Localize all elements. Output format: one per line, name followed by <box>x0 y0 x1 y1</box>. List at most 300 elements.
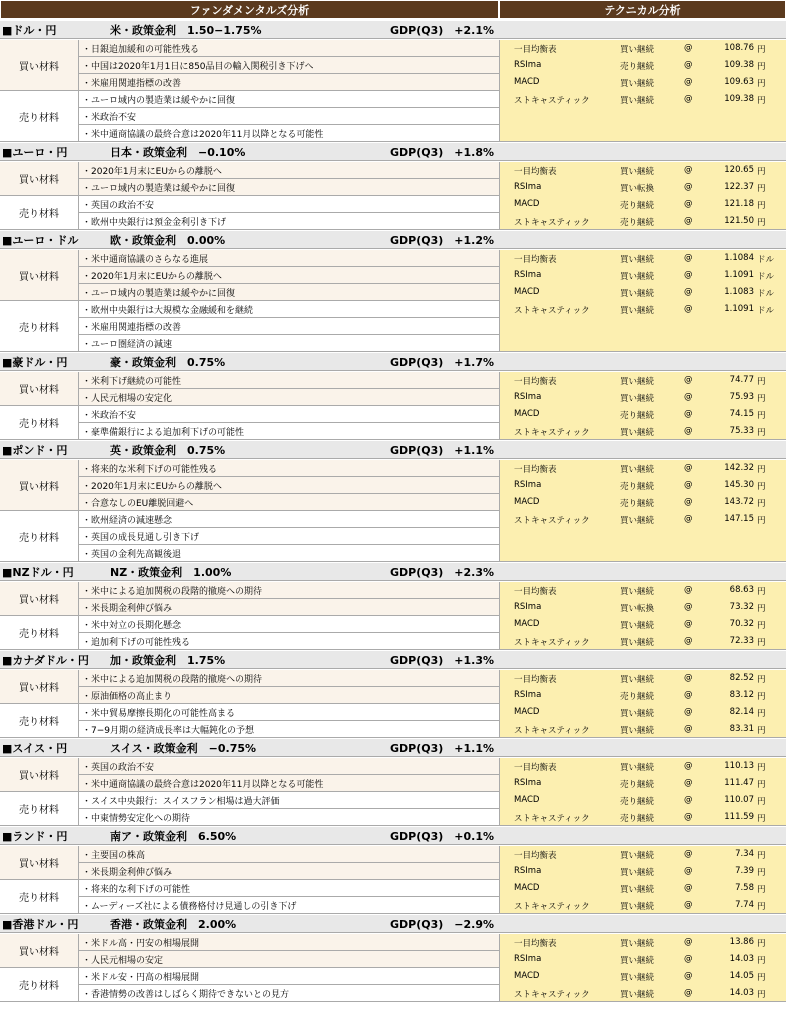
gdp-value: GDP(Q3) +1.1% <box>390 443 495 457</box>
indicator-name: RSIma <box>514 602 542 612</box>
unit: 円 <box>757 780 766 790</box>
at-sign: @ <box>684 690 693 700</box>
sell-item: ・米政治不安 <box>79 406 499 423</box>
buy-label: 買い材料 <box>0 582 79 616</box>
sell-item: ・欧州中央銀行は預金金利引き下げ <box>79 213 499 230</box>
technical-row <box>500 863 786 880</box>
indicator-name: MACD <box>514 795 540 805</box>
signal: 売り継続 <box>620 692 655 702</box>
sell-label: 売り材料 <box>0 704 79 738</box>
technical-row <box>500 423 786 440</box>
signal: 売り継続 <box>620 499 655 509</box>
at-sign: @ <box>684 849 693 859</box>
indicator-name: RSIma <box>514 480 542 490</box>
pair-name: ■カナダドル・円 <box>2 653 89 667</box>
signal: 買い継続 <box>620 377 655 387</box>
signal: 買い継続 <box>620 306 655 316</box>
technical-row <box>500 582 786 599</box>
buy-materials <box>0 460 499 511</box>
buy-item: ・2020年1月末にEUからの離脱へ <box>79 477 499 494</box>
signal: 買い継続 <box>620 885 655 895</box>
buy-label: 買い材料 <box>0 40 79 91</box>
policy-rate: 香港・政策金利 2.00% <box>110 917 237 931</box>
unit: 円 <box>757 465 766 475</box>
signal: 買い継続 <box>620 990 655 1000</box>
technical-row <box>500 758 786 775</box>
unit: 円 <box>757 45 766 55</box>
buy-item: ・米利下げ継続の可能性 <box>79 372 499 389</box>
pair-name: ■豪ドル・円 <box>2 355 68 369</box>
signal: 買い継続 <box>620 709 655 719</box>
buy-item: ・人民元相場の安定化 <box>79 389 499 406</box>
at-sign: @ <box>684 253 693 263</box>
signal: 買い継続 <box>620 465 655 475</box>
price: 72.33 <box>729 636 754 646</box>
buy-item: ・ユーロ域内の製造業は緩やかに回復 <box>79 284 499 301</box>
unit: 円 <box>757 675 766 685</box>
unit: 円 <box>757 814 766 824</box>
pair-name: ■スイス・円 <box>2 741 68 755</box>
signal: 買い継続 <box>620 621 655 631</box>
technical-row <box>500 460 786 477</box>
at-sign: @ <box>684 900 693 910</box>
indicator-name: MACD <box>514 707 540 717</box>
pair-title-row <box>0 650 786 669</box>
unit: 円 <box>757 956 766 966</box>
pair-name: ■NZドル・円 <box>2 565 74 579</box>
technical-row <box>500 406 786 423</box>
unit: ドル <box>757 306 775 316</box>
technical-row <box>500 775 786 792</box>
sell-item: ・米政治不安 <box>79 108 499 125</box>
buy-materials <box>0 670 499 704</box>
at-sign: @ <box>684 77 693 87</box>
technical-row <box>500 494 786 511</box>
unit: 円 <box>757 587 766 597</box>
sell-label: 売り材料 <box>0 406 79 440</box>
unit: 円 <box>757 428 766 438</box>
technical-row <box>500 897 786 914</box>
buy-materials <box>0 934 499 968</box>
price: 14.03 <box>729 954 754 964</box>
signal: 買い継続 <box>620 868 655 878</box>
signal: 売り継続 <box>620 62 655 72</box>
unit: 円 <box>757 79 766 89</box>
pair-title-row <box>0 20 786 39</box>
buy-materials <box>0 846 499 880</box>
sell-item: ・英国の金利先高観後退 <box>79 545 499 562</box>
gdp-value: GDP(Q3) +1.7% <box>390 355 495 369</box>
pair-name: ■ユーロ・ドル <box>2 233 79 247</box>
indicator-name: ストキャスティック <box>514 428 590 438</box>
indicator-name: RSIma <box>514 866 542 876</box>
signal: 買い継続 <box>620 587 655 597</box>
buy-item: ・英国の政治不安 <box>79 758 499 775</box>
signal: 買い継続 <box>620 96 655 106</box>
technical-row <box>500 196 786 213</box>
unit: 円 <box>757 411 766 421</box>
price: 14.05 <box>729 971 754 981</box>
price: 145.30 <box>724 480 754 490</box>
buy-label: 買い材料 <box>0 846 79 880</box>
pair-name: ■ポンド・円 <box>2 443 68 457</box>
sell-item: ・ユーロ域内の製造業は緩やかに回復 <box>79 91 499 108</box>
pair-name: ■香港ドル・円 <box>2 917 79 931</box>
buy-item: ・日銀追加緩和の可能性残る <box>79 40 499 57</box>
unit: 円 <box>757 709 766 719</box>
sell-label: 売り材料 <box>0 196 79 230</box>
at-sign: @ <box>684 619 693 629</box>
unit: 円 <box>757 482 766 492</box>
at-sign: @ <box>684 426 693 436</box>
buy-materials <box>0 40 499 91</box>
price: 1.1084 <box>724 253 754 263</box>
price: 14.03 <box>729 988 754 998</box>
indicator-name: RSIma <box>514 954 542 964</box>
price: 83.31 <box>729 724 754 734</box>
unit: 円 <box>757 516 766 526</box>
indicator-name: ストキャスティック <box>514 218 590 228</box>
technical-panel <box>499 372 786 440</box>
sell-materials <box>0 511 499 562</box>
pair-title-row <box>0 230 786 249</box>
price: 7.39 <box>735 866 754 876</box>
indicator-name: MACD <box>514 287 540 297</box>
signal: 買い継続 <box>620 167 655 177</box>
signal: 買い継続 <box>620 675 655 685</box>
price: 110.07 <box>724 795 754 805</box>
fundamental-header: ファンダメンタルズ分析 <box>0 0 499 19</box>
policy-rate: 豪・政策金利 0.75% <box>110 355 226 369</box>
technical-row <box>500 670 786 687</box>
sell-label: 売り材料 <box>0 511 79 562</box>
price: 7.34 <box>735 849 754 859</box>
unit: 円 <box>757 885 766 895</box>
sell-materials <box>0 91 499 142</box>
at-sign: @ <box>684 778 693 788</box>
at-sign: @ <box>684 375 693 385</box>
buy-item: ・米長期金利伸び悩み <box>79 863 499 880</box>
at-sign: @ <box>684 585 693 595</box>
technical-row <box>500 91 786 108</box>
policy-rate: 英・政策金利 0.75% <box>110 443 226 457</box>
technical-row <box>500 633 786 650</box>
sell-item: ・スイス中央銀行：スイスフラン相場は過大評価 <box>79 792 499 809</box>
technical-panel <box>499 460 786 562</box>
buy-label: 買い材料 <box>0 162 79 196</box>
signal: 買い継続 <box>620 428 655 438</box>
buy-item: ・米ドル高・円安の相場展開 <box>79 934 499 951</box>
buy-item: ・原油価格の高止まり <box>79 687 499 704</box>
technical-row <box>500 968 786 985</box>
pair-name: ■ランド・円 <box>2 829 68 843</box>
indicator-name: MACD <box>514 971 540 981</box>
gdp-value: GDP(Q3) +1.3% <box>390 653 495 667</box>
unit: 円 <box>757 621 766 631</box>
technical-row <box>500 599 786 616</box>
sell-materials <box>0 880 499 914</box>
price: 13.86 <box>729 937 754 947</box>
sell-item: ・米中対立の長期化懸念 <box>79 616 499 633</box>
price: 73.32 <box>729 602 754 612</box>
technical-row <box>500 721 786 738</box>
buy-item: ・2020年1月末にEUからの離脱へ <box>79 267 499 284</box>
sell-label: 売り材料 <box>0 968 79 1002</box>
unit: 円 <box>757 797 766 807</box>
technical-panel <box>499 40 786 142</box>
indicator-name: RSIma <box>514 690 542 700</box>
unit: 円 <box>757 868 766 878</box>
buy-item: ・米中による追加関税の段階的撤廃への期待 <box>79 582 499 599</box>
buy-item: ・合意なしのEU離脱回避へ <box>79 494 499 511</box>
signal: 買い継続 <box>620 289 655 299</box>
sell-item: ・欧州経済の減速懸念 <box>79 511 499 528</box>
gdp-value: GDP(Q3) −2.9% <box>390 917 495 931</box>
sell-item: ・英国の政治不安 <box>79 196 499 213</box>
technical-row <box>500 951 786 968</box>
at-sign: @ <box>684 812 693 822</box>
technical-panel <box>499 846 786 914</box>
indicator-name: 一目均衡表 <box>514 851 557 861</box>
signal: 買い継続 <box>620 939 655 949</box>
indicator-name: MACD <box>514 409 540 419</box>
unit: 円 <box>757 692 766 702</box>
sell-item: ・英国の成長見通し引き下げ <box>79 528 499 545</box>
unit: 円 <box>757 902 766 912</box>
signal: 買い継続 <box>620 726 655 736</box>
unit: 円 <box>757 218 766 228</box>
sell-item: ・ユーロ圏経済の減速 <box>79 335 499 352</box>
sell-materials <box>0 406 499 440</box>
price: 142.32 <box>724 463 754 473</box>
sell-label: 売り材料 <box>0 880 79 914</box>
sell-materials <box>0 968 499 1002</box>
buy-item: ・人民元相場の安定 <box>79 951 499 968</box>
indicator-name: ストキャスティック <box>514 96 590 106</box>
sell-item: ・中東情勢安定化への期待 <box>79 809 499 826</box>
indicator-name: 一目均衡表 <box>514 939 557 949</box>
technical-row <box>500 162 786 179</box>
signal: 買い継続 <box>620 956 655 966</box>
sell-materials <box>0 792 499 826</box>
signal: 売り継続 <box>620 411 655 421</box>
sell-item: ・7−9月期の経済成長率は大幅鈍化の予想 <box>79 721 499 738</box>
sell-item: ・ムーディーズ社による債務格付け見通しの引き下げ <box>79 897 499 914</box>
at-sign: @ <box>684 971 693 981</box>
technical-header: テクニカル分析 <box>499 0 786 19</box>
signal: 買い継続 <box>620 255 655 265</box>
technical-row <box>500 74 786 91</box>
indicator-name: ストキャスティック <box>514 306 590 316</box>
signal: 買い継続 <box>620 902 655 912</box>
buy-label: 買い材料 <box>0 758 79 792</box>
at-sign: @ <box>684 937 693 947</box>
technical-panel <box>499 582 786 650</box>
sell-item: ・香港情勢の改善はしばらく期待できないとの見方 <box>79 985 499 1002</box>
price: 70.32 <box>729 619 754 629</box>
signal: 売り継続 <box>620 797 655 807</box>
technical-row <box>500 477 786 494</box>
price: 111.59 <box>724 812 754 822</box>
price: 120.65 <box>724 165 754 175</box>
buy-item: ・米雇用関連指標の改善 <box>79 74 499 91</box>
signal: 買い転換 <box>620 604 655 614</box>
buy-materials <box>0 372 499 406</box>
technical-row <box>500 792 786 809</box>
technical-row <box>500 267 786 284</box>
at-sign: @ <box>684 636 693 646</box>
buy-item: ・米長期金利伸び悩み <box>79 599 499 616</box>
indicator-name: 一目均衡表 <box>514 763 557 773</box>
at-sign: @ <box>684 270 693 280</box>
sell-materials <box>0 196 499 230</box>
at-sign: @ <box>684 497 693 507</box>
at-sign: @ <box>684 43 693 53</box>
price: 109.38 <box>724 60 754 70</box>
indicator-name: ストキャスティック <box>514 726 590 736</box>
sell-item: ・米中貿易摩擦長期化の可能性高まる <box>79 704 499 721</box>
unit: 円 <box>757 184 766 194</box>
price: 111.47 <box>724 778 754 788</box>
technical-row <box>500 511 786 528</box>
price: 108.76 <box>724 43 754 53</box>
buy-item: ・米中通商協議のさらなる進展 <box>79 250 499 267</box>
buy-materials <box>0 582 499 616</box>
policy-rate: スイス・政策金利 −0.75% <box>110 741 257 755</box>
gdp-value: GDP(Q3) +1.1% <box>390 741 495 755</box>
indicator-name: ストキャスティック <box>514 638 590 648</box>
price: 121.50 <box>724 216 754 226</box>
unit: 円 <box>757 96 766 106</box>
price: 143.72 <box>724 497 754 507</box>
policy-rate: 米・政策金利 1.50−1.75% <box>110 23 262 37</box>
technical-row <box>500 301 786 318</box>
at-sign: @ <box>684 182 693 192</box>
signal: 売り継続 <box>620 780 655 790</box>
price: 68.63 <box>729 585 754 595</box>
unit: 円 <box>757 939 766 949</box>
technical-panel <box>499 934 786 1002</box>
gdp-value: GDP(Q3) +0.1% <box>390 829 495 843</box>
pair-title-row <box>0 440 786 459</box>
at-sign: @ <box>684 392 693 402</box>
at-sign: @ <box>684 724 693 734</box>
pair-title-row <box>0 738 786 757</box>
at-sign: @ <box>684 602 693 612</box>
indicator-name: MACD <box>514 883 540 893</box>
sell-label: 売り材料 <box>0 301 79 352</box>
price: 121.18 <box>724 199 754 209</box>
buy-item: ・中国は2020年1月1日に850品目の輸入関税引き下げへ <box>79 57 499 74</box>
indicator-name: 一目均衡表 <box>514 45 557 55</box>
sell-item: ・米ドル安・円高の相場展開 <box>79 968 499 985</box>
unit: 円 <box>757 604 766 614</box>
gdp-value: GDP(Q3) +2.1% <box>390 23 495 37</box>
at-sign: @ <box>684 199 693 209</box>
signal: 買い継続 <box>620 45 655 55</box>
price: 82.14 <box>729 707 754 717</box>
indicator-name: ストキャスティック <box>514 902 590 912</box>
sell-materials <box>0 704 499 738</box>
technical-row <box>500 179 786 196</box>
pair-name: ■ドル・円 <box>2 23 57 37</box>
at-sign: @ <box>684 514 693 524</box>
unit: ドル <box>757 289 775 299</box>
at-sign: @ <box>684 673 693 683</box>
at-sign: @ <box>684 988 693 998</box>
unit: 円 <box>757 62 766 72</box>
gdp-value: GDP(Q3) +1.2% <box>390 233 495 247</box>
buy-materials <box>0 250 499 301</box>
pair-title-row <box>0 826 786 845</box>
policy-rate: NZ・政策金利 1.00% <box>110 565 232 579</box>
technical-panel <box>499 670 786 738</box>
at-sign: @ <box>684 94 693 104</box>
pair-title-row <box>0 562 786 581</box>
at-sign: @ <box>684 304 693 314</box>
pair-title-row <box>0 352 786 371</box>
price: 83.12 <box>729 690 754 700</box>
technical-row <box>500 809 786 826</box>
policy-rate: 加・政策金利 1.75% <box>110 653 226 667</box>
at-sign: @ <box>684 866 693 876</box>
technical-panel <box>499 758 786 826</box>
pair-title-row <box>0 914 786 933</box>
at-sign: @ <box>684 883 693 893</box>
unit: 円 <box>757 973 766 983</box>
signal: 買い継続 <box>620 763 655 773</box>
indicator-name: MACD <box>514 199 540 209</box>
indicator-name: 一目均衡表 <box>514 675 557 685</box>
unit: ドル <box>757 272 775 282</box>
signal: 買い継続 <box>620 851 655 861</box>
at-sign: @ <box>684 480 693 490</box>
indicator-name: ストキャスティック <box>514 516 590 526</box>
unit: 円 <box>757 377 766 387</box>
sell-item: ・追加利下げの可能性残る <box>79 633 499 650</box>
signal: 売り継続 <box>620 814 655 824</box>
indicator-name: ストキャスティック <box>514 814 590 824</box>
at-sign: @ <box>684 795 693 805</box>
sell-item: ・米雇用関連指標の改善 <box>79 318 499 335</box>
indicator-name: 一目均衡表 <box>514 465 557 475</box>
indicator-name: 一目均衡表 <box>514 587 557 597</box>
price: 109.63 <box>724 77 754 87</box>
indicator-name: 一目均衡表 <box>514 167 557 177</box>
indicator-name: ストキャスティック <box>514 990 590 1000</box>
at-sign: @ <box>684 165 693 175</box>
policy-rate: 日本・政策金利 −0.10% <box>110 145 246 159</box>
unit: 円 <box>757 638 766 648</box>
buy-item: ・米中による追加関税の段階的撤廃への期待 <box>79 670 499 687</box>
signal: 買い継続 <box>620 973 655 983</box>
buy-item: ・米中通商協議の最終合意は2020年11月以降となる可能性 <box>79 775 499 792</box>
signal: 買い継続 <box>620 272 655 282</box>
technical-row <box>500 704 786 721</box>
price: 1.1091 <box>724 304 754 314</box>
price: 1.1091 <box>724 270 754 280</box>
signal: 買い継続 <box>620 516 655 526</box>
price: 7.58 <box>735 883 754 893</box>
sell-label: 売り材料 <box>0 91 79 142</box>
technical-row <box>500 40 786 57</box>
technical-row <box>500 389 786 406</box>
indicator-name: RSIma <box>514 270 542 280</box>
buy-item: ・将来的な米利下げの可能性残る <box>79 460 499 477</box>
unit: 円 <box>757 394 766 404</box>
at-sign: @ <box>684 409 693 419</box>
technical-row <box>500 57 786 74</box>
